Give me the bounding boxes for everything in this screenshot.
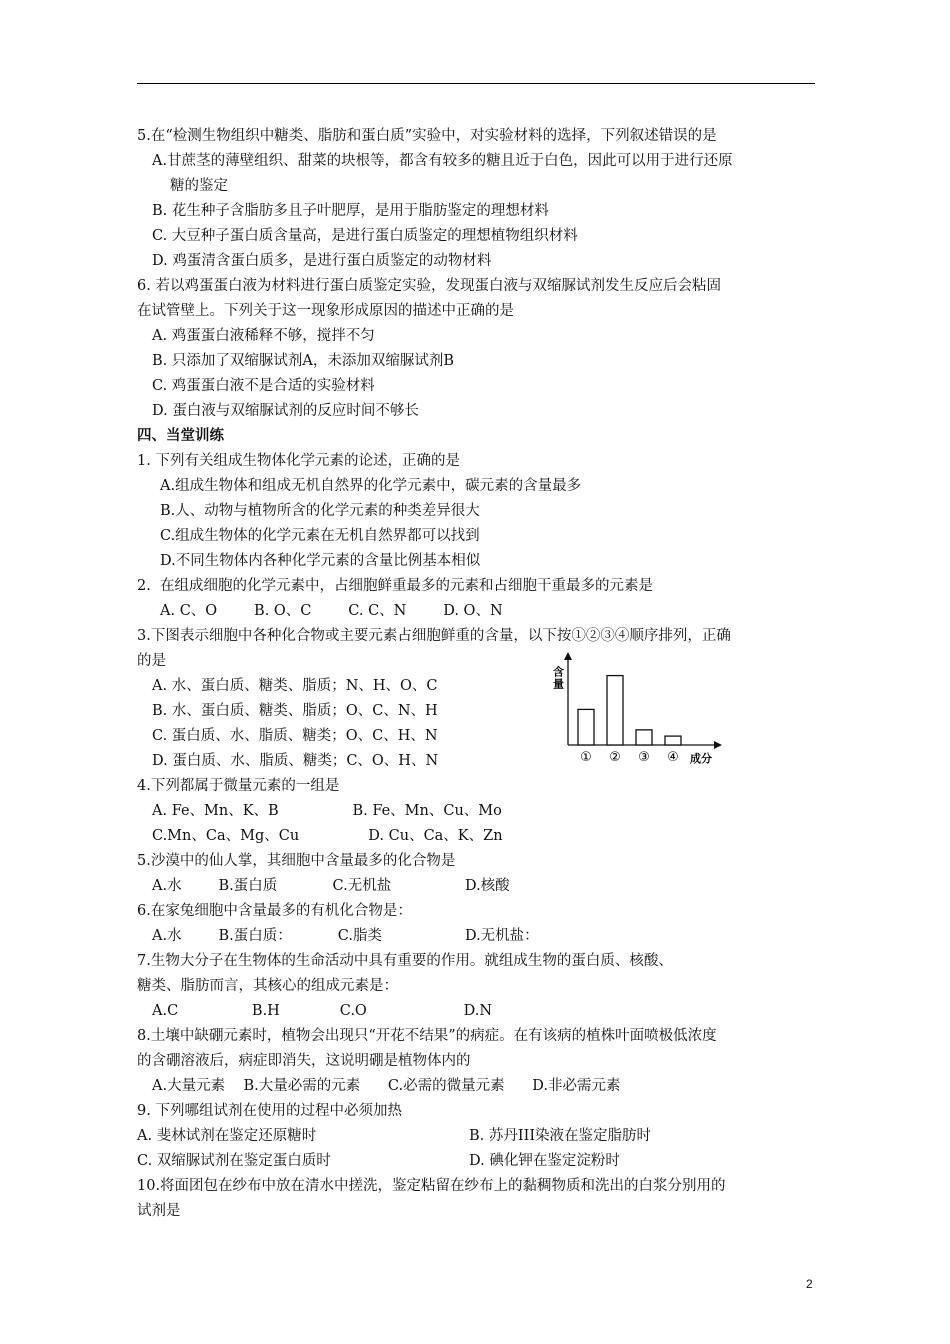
t10-stem: 10.将面团包在纱布中放在清水中搓洗，鉴定粘留在纱布上的黏稠物质和洗出的白浆分别用的 xyxy=(137,1178,726,1194)
t1-stem: 1. 下列有关组成生物体化学元素的论述，正确的是 xyxy=(137,453,460,469)
bar-3 xyxy=(636,730,652,745)
t10-stem-cont: 试剂是 xyxy=(137,1203,181,1219)
t2-options: A. C、O B. O、C C. C、N D. O、N xyxy=(160,603,503,619)
bar-4 xyxy=(665,736,681,745)
x-axis-label: 成分 xyxy=(690,752,712,765)
x-tick-label-2: ② xyxy=(609,750,621,765)
q5-option-d: D. 鸡蛋清含蛋白质多，是进行蛋白质鉴定的动物材料 xyxy=(152,253,492,269)
q5-option-b: B. 花生种子含脂肪多且子叶肥厚，是用于脂肪鉴定的理想材料 xyxy=(152,203,549,219)
t8-stem: 8.土壤中缺硼元素时，植物会出现只“开花不结果”的病症。在有该病的植株叶面喷极低浓度 xyxy=(137,1028,717,1044)
section-heading: 四、当堂训练 xyxy=(137,428,224,444)
page-number: 2 xyxy=(806,1277,813,1291)
t8-options: A.大量元素 B.大量必需的元素 C.必需的微量元素 D.非必需元素 xyxy=(152,1078,621,1094)
t1-option-a: A.组成生物体和组成无机自然界的化学元素中，碳元素的含量最多 xyxy=(160,478,582,494)
q5-option-a-cont: 糖的鉴定 xyxy=(170,178,228,194)
t7-stem: 7.生物大分子在生物体的生命活动中具有重要的作用。就组成生物的蛋白质、核酸、 xyxy=(137,953,673,969)
t9-stem: 9. 下列哪组试剂在使用的过程中必须加热 xyxy=(137,1103,402,1119)
x-tick-label-4: ④ xyxy=(667,750,679,765)
q6-option-b: B. 只添加了双缩脲试剂A，未添加双缩脲试剂B xyxy=(152,353,454,369)
t2-stem: 2. 在组成细胞的化学元素中，占细胞鲜重最多的元素和占细胞干重最多的元素是 xyxy=(137,578,654,594)
q5-option-c: C. 大豆种子蛋白质含量高，是进行蛋白质鉴定的理想植物组织材料 xyxy=(152,228,578,244)
t3-option-b: B. 水、蛋白质、糖类、脂质；O、C、N、H xyxy=(152,703,438,719)
t9-option-d: D. 碘化钾在鉴定淀粉时 xyxy=(469,1153,620,1169)
t3-option-a: A. 水、蛋白质、糖类、脂质；N、H、O、C xyxy=(152,678,438,694)
t7-options: A.C B.H C.O D.N xyxy=(152,1003,493,1019)
t8-stem-cont: 的含硼溶液后，病症即消失，这说明硼是植物体内的 xyxy=(137,1053,471,1069)
q6-option-d: D. 蛋白液与双缩脲试剂的反应时间不够长 xyxy=(152,403,419,419)
header-rule xyxy=(137,83,815,84)
t3-option-d: D. 蛋白质、水、脂质、糖类；C、O、H、N xyxy=(152,753,439,769)
q6-option-c: C. 鸡蛋蛋白液不是合适的实验材料 xyxy=(152,378,375,394)
y-axis-label: 含量 xyxy=(551,666,565,690)
t3-option-c: C. 蛋白质、水、脂质、糖类；O、C、H、N xyxy=(152,728,438,744)
t9-option-b: B. 苏丹III染液在鉴定脂肪时 xyxy=(469,1128,652,1144)
bar-chart xyxy=(530,652,730,770)
t1-option-d: D.不同生物体内各种化学元素的含量比例基本相似 xyxy=(160,553,481,569)
t5-options: A.水 B.蛋白质 C.无机盐 D.核酸 xyxy=(152,878,510,894)
q6-stem-cont: 在试管壁上。下列关于这一现象形成原因的描述中正确的是 xyxy=(137,303,514,319)
t6-options: A.水 B.蛋白质： C.脂类 D.无机盐： xyxy=(152,928,539,944)
t4-stem: 4.下列都属于微量元素的一组是 xyxy=(137,778,340,794)
t9-option-c: C. 双缩脲试剂在鉴定蛋白质时 xyxy=(137,1153,331,1169)
t5-stem: 5.沙漠中的仙人掌，其细胞中含量最多的化合物是 xyxy=(137,853,456,869)
t1-option-c: C.组成生物体的化学元素在无机自然界都可以找到 xyxy=(160,528,480,544)
t7-stem-cont: 糖类、脂肪而言，其核心的组成元素是： xyxy=(137,978,398,994)
t9-option-a: A. 斐林试剂在鉴定还原糖时 xyxy=(137,1128,317,1144)
q6-stem: 6. 若以鸡蛋蛋白液为材料进行蛋白质鉴定实验，发现蛋白液与双缩脲试剂发生反应后会粘固 xyxy=(137,278,721,294)
q6-option-a: A. 鸡蛋蛋白液稀释不够，搅拌不匀 xyxy=(152,328,375,344)
x-tick-label-1: ① xyxy=(580,750,592,765)
t6-stem: 6.在家兔细胞中含量最多的有机化合物是： xyxy=(137,903,412,919)
q5-option-a: A.甘蔗茎的薄壁组织、甜菜的块根等，都含有较多的糖且近于白色，因此可以用于进行还原 xyxy=(152,153,733,169)
bar-2 xyxy=(607,676,623,745)
t4-options-cd: C.Mn、Ca、Mg、Cu D. Cu、Ca、K、Zn xyxy=(152,828,503,844)
q5-stem: 5.在“检测生物组织中糖类、脂肪和蛋白质”实验中，对实验材料的选择，下列叙述错误的是 xyxy=(137,128,717,144)
bar-1 xyxy=(578,709,594,745)
t3-stem: 3.下图表示细胞中各种化合物或主要元素占细胞鲜重的含量，以下按①②③④顺序排列，正确 xyxy=(137,628,731,644)
x-tick-label-3: ③ xyxy=(638,750,650,765)
t1-option-b: B.人、动物与植物所含的化学元素的种类差异很大 xyxy=(160,503,480,519)
t4-options-ab: A. Fe、Mn、K、B B. Fe、Mn、Cu、Mo xyxy=(152,803,502,819)
t3-stem-cont: 的是 xyxy=(137,653,166,669)
